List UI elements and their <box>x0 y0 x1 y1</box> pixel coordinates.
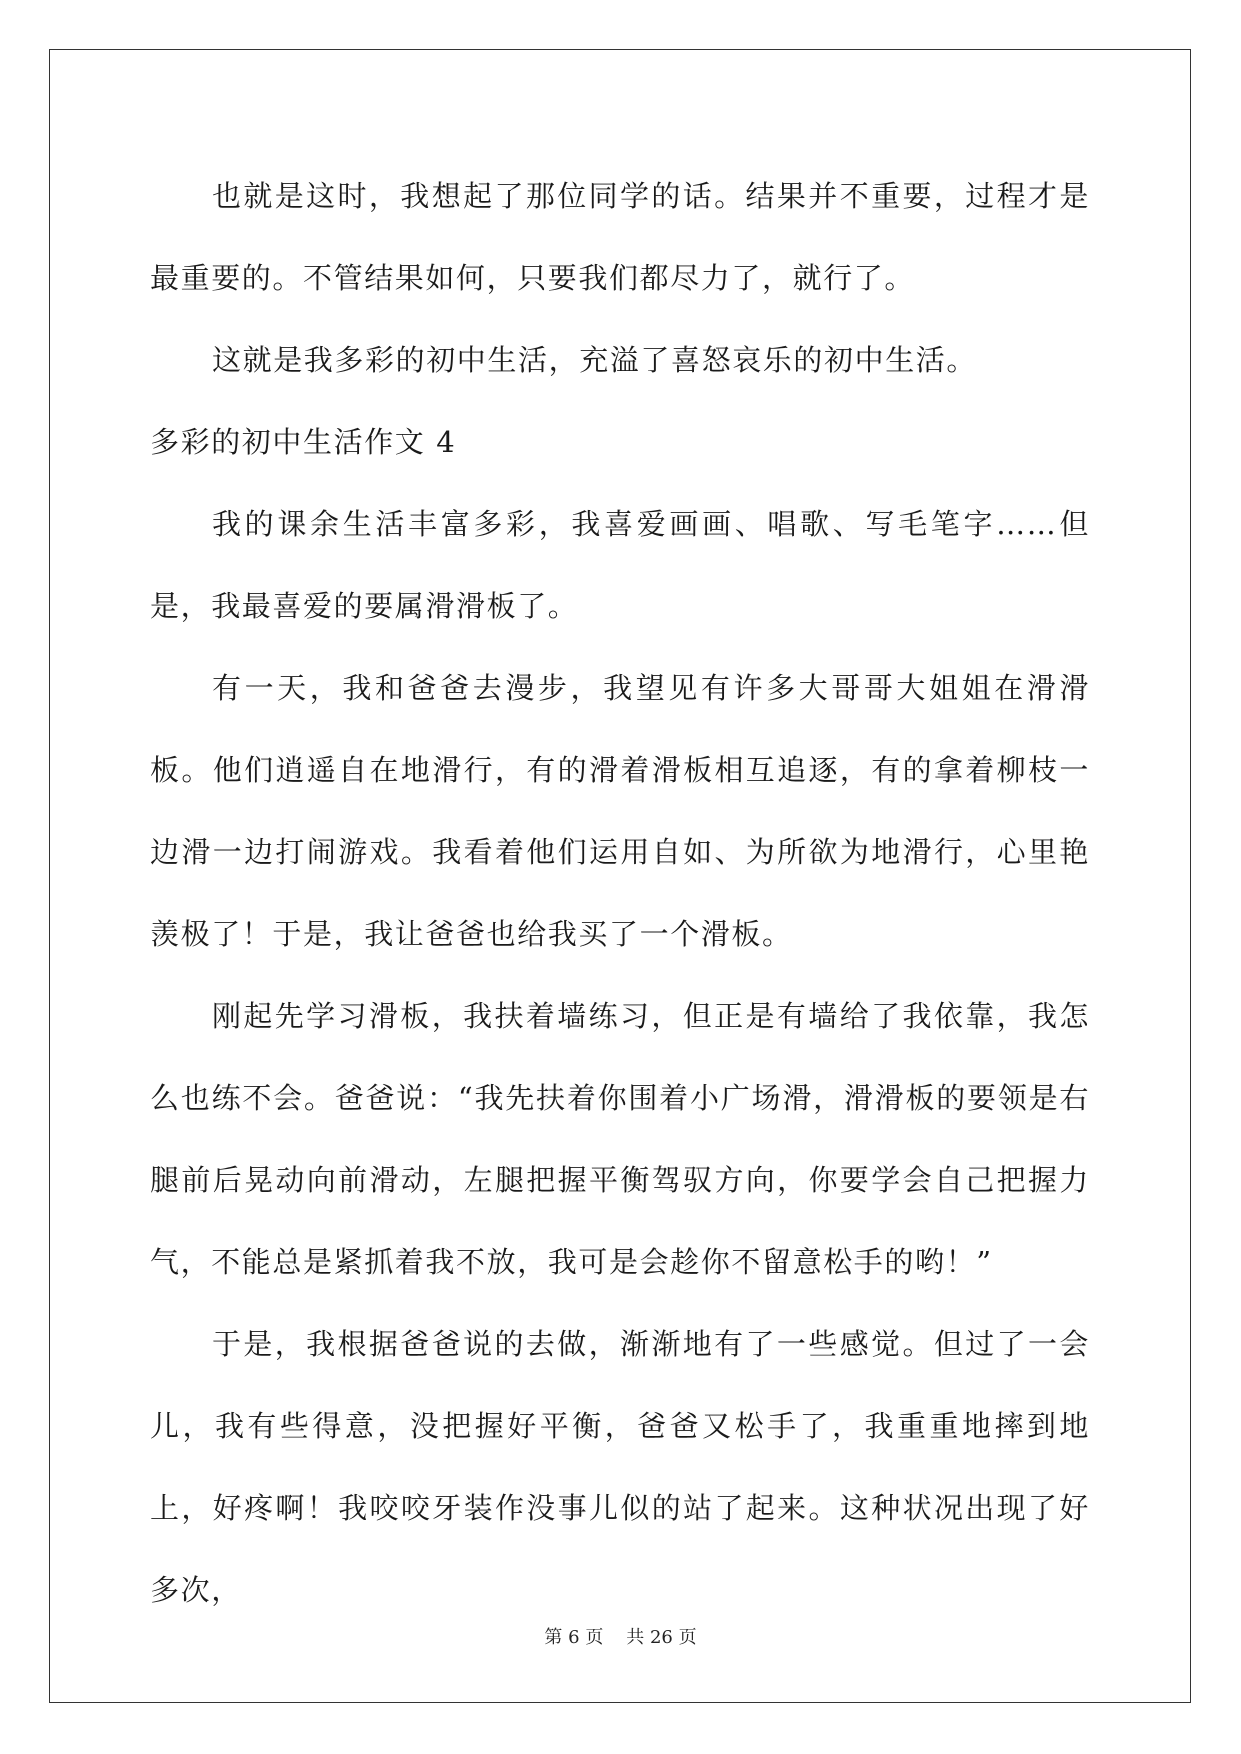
page-footer <box>0 1623 1241 1649</box>
page-total: 共 26 页 <box>626 1627 697 1648</box>
paragraph: 刚起先学习滑板，我扶着墙练习，但正是有墙给了我依靠，我怎么也练不会。爸爸说：“我先扶着你围着小广场滑，滑滑板的要领是右腿前后晃动向前滑动，左腿把握平衡驾驭方向，你要学会自己把握力气，不能总是紧抓着我不放，我可是会趁你不留意松手的哟！” <box>150 999 1090 1279</box>
section-heading: 多彩的初中生活作文 4 <box>150 425 457 459</box>
paragraph: 这就是我多彩的初中生活，充溢了喜怒哀乐的初中生活。 <box>212 343 978 377</box>
paragraph: 我的课余生活丰富多彩，我喜爱画画、唱歌、写毛笔字……但是，我最喜爱的要属滑滑板了。 <box>150 507 1090 623</box>
paragraph: 有一天，我和爸爸去漫步，我望见有许多大哥哥大姐姐在滑滑板。他们逍遥自在地滑行，有的滑着滑板相互追逐，有的拿着柳枝一边滑一边打闹游戏。我看着他们运用自如、为所欲为地滑行，心里艳羡极了！于是，我让爸爸也给我买了一个滑板。 <box>150 671 1090 951</box>
page-number: 第 6 页 <box>544 1627 604 1648</box>
paragraph: 于是，我根据爸爸说的去做，渐渐地有了一些感觉。但过了一会儿，我有些得意，没把握好平衡，爸爸又松手了，我重重地摔到地上，好疼啊！我咬咬牙装作没事儿似的站了起来。这种状况出现了好多次， <box>150 1327 1090 1607</box>
document-body <box>150 155 1090 1631</box>
paragraph: 也就是这时，我想起了那位同学的话。结果并不重要，过程才是最重要的。不管结果如何，只要我们都尽力了，就行了。 <box>150 179 1090 295</box>
